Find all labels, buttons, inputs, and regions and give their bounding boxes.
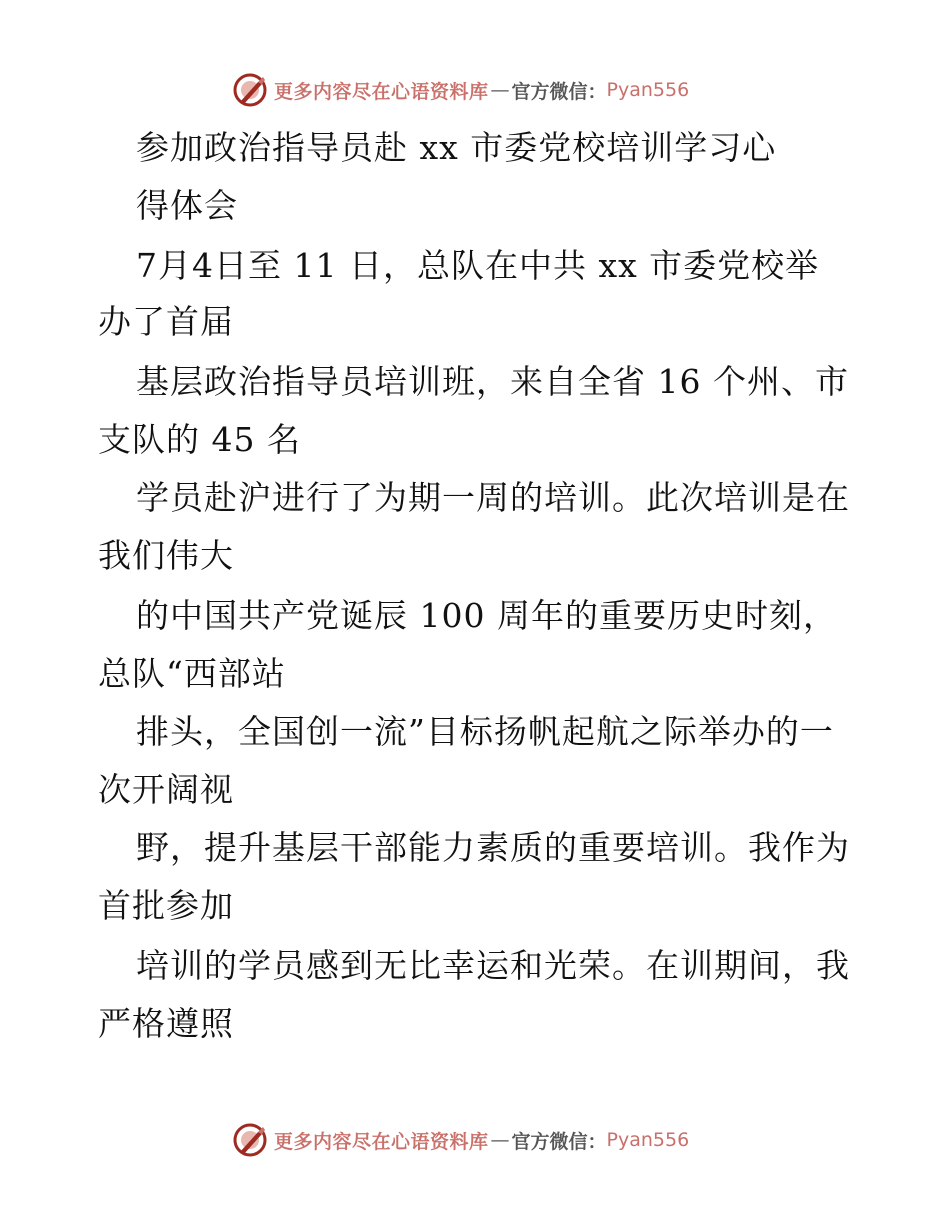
body-line: 学员赴沪进行了为期一周的培训。此次培训是在 <box>136 478 850 517</box>
body-line: 我们伟大 <box>98 536 234 575</box>
watermark-wechat-id: Pyan556 <box>606 1129 690 1151</box>
watermark-suffix: 官方微信： <box>511 1130 607 1153</box>
body-line: 首批参加 <box>98 886 234 925</box>
body-line: 基层政治指导员培训班，来自全省 16 个州、市 <box>136 362 849 401</box>
pen-logo-icon <box>232 1122 268 1158</box>
watermark-wechat-id: Pyan556 <box>606 79 690 101</box>
body-line: 排头，全国创一流”目标扬帆起航之际举办的一 <box>136 712 834 751</box>
watermark-suffix: 官方微信： <box>511 80 607 103</box>
document-title-line-1: 参加政治指导员赴 xx 市委党校培训学习心 <box>136 128 777 167</box>
watermark-dash: — <box>490 1129 510 1151</box>
watermark-text: 更多内容尽在心语资料库 <box>274 1130 489 1153</box>
pen-logo-icon <box>232 72 268 108</box>
body-line: 办了首届 <box>98 302 234 341</box>
body-line: 野，提升基层干部能力素质的重要培训。我作为 <box>136 828 850 867</box>
footer-watermark <box>232 1120 689 1160</box>
body-line: 支队的 45 名 <box>98 420 301 459</box>
watermark-dash: — <box>490 79 510 101</box>
body-line: 7月4日至 11 日，总队在中共 xx 市委党校举 <box>136 246 820 285</box>
body-line: 总队“西部站 <box>98 654 286 693</box>
body-line: 严格遵照 <box>98 1004 234 1043</box>
body-line: 的中国共产党诞辰 100 周年的重要历史时刻， <box>136 596 837 635</box>
header-watermark <box>232 70 689 110</box>
body-line: 培训的学员感到无比幸运和光荣。在训期间，我 <box>136 946 850 985</box>
body-line: 次开阔视 <box>98 770 234 809</box>
document-title-line-2: 得体会 <box>136 186 238 225</box>
watermark-text: 更多内容尽在心语资料库 <box>274 80 489 103</box>
